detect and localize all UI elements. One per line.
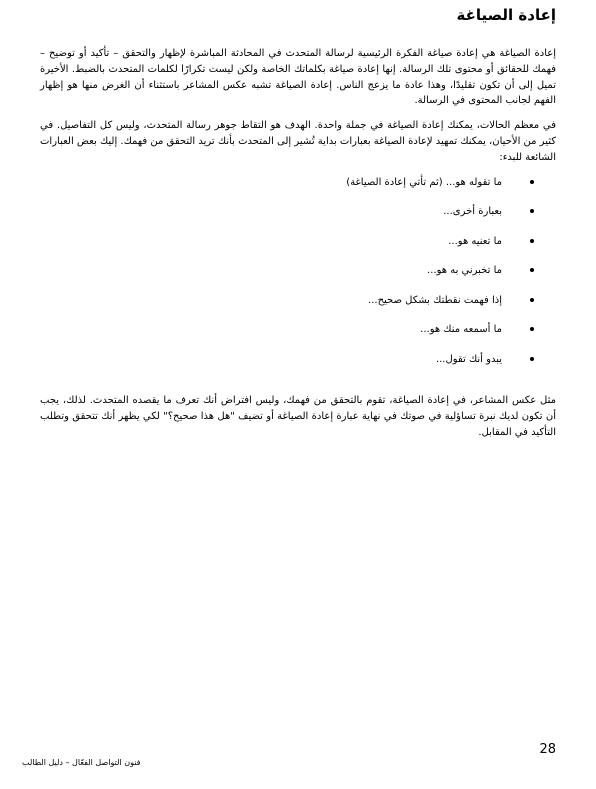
list-item-text: إذا فهمت نقطتك بشكل صحيح... <box>368 294 502 306</box>
list-item-text: ما تقوله هو... (ثم تأتي إعادة الصياغة) <box>346 176 502 188</box>
closing-paragraph: مثل عكس المشاعر، في إعادة الصياغة، تقوم بالتحقق من فهمك، وليس افتراض أنك تعرف ما يقصده المتحدث. لذلك، يجب أن تكون لديك نبرة تساؤلية في صوتك في نهاية عبارة إعادة الصياغة أو تضيف "هل هذا صحيح؟" لكي يظهر أنك تتحقق وتطلب التأكيد في المقابل. <box>40 395 556 438</box>
list-item <box>40 204 556 234</box>
list-item <box>40 352 556 382</box>
list-item <box>40 175 556 205</box>
list-item-text: ما تعنيه هو... <box>448 235 502 247</box>
list-item <box>40 322 556 352</box>
list-item <box>40 263 556 293</box>
bullet-icon <box>530 298 534 302</box>
page-content <box>40 46 556 449</box>
page-number: 28 <box>539 742 556 757</box>
bullet-icon <box>530 268 534 272</box>
intro-paragraph: إعادة الصياغة هي إعادة صياغة الفكرة الرئيسية لرسالة المتحدث في المحادثة المباشرة لإظهار والتحقق – تأكيد أو توضيح – فهمك للحقائق أو محتوى تلك الرسالة. إنها إعادة صياغة بكلماتك الخاصة ولكن ليست تكرارًا لكلمات المتحدث بالضبط. الأخيرة تميل إلى أن تكون تقليدًا، وهذا عادة ما يزعج الناس. إعادة الصياغة تشبه عكس المشاعر باستثناء أن الغرض منها هو إظهار الفهم لجانب المحتوى في الرسالة. <box>40 48 556 107</box>
list-item-text: ما تخبرني به هو... <box>427 265 502 277</box>
list-item <box>40 234 556 264</box>
footer-guide-title: فنون التواصل الفعّال – دليل الطالب <box>22 758 141 767</box>
list-item <box>40 293 556 323</box>
bullet-icon <box>530 180 534 184</box>
bullet-icon <box>530 209 534 213</box>
bullet-icon <box>530 327 534 331</box>
bullet-icon <box>530 357 534 361</box>
list-item-text: بعبارة أخرى... <box>443 206 502 218</box>
list-item-text: يبدو أنك تقول... <box>435 353 502 365</box>
bullet-icon <box>530 239 534 243</box>
starter-phrases-list <box>40 175 556 382</box>
page-title: إعادة الصياغة <box>456 6 556 24</box>
list-item-text: ما أسمعه منك هو... <box>420 324 502 336</box>
starters-paragraph: في معظم الحالات، يمكنك إعادة الصياغة في جملة واحدة. الهدف هو التقاط جوهر رسالة المتحدث، وليس كل التفاصيل. في كثير من الأحيان، يمكنك تمهيد لإعادة الصياغة بعبارات بداية تُشير إلى المتحدث بأنك تريد التحقق من فهمك. إليك بعض العبارات الشائعة للبدء: <box>40 120 556 163</box>
